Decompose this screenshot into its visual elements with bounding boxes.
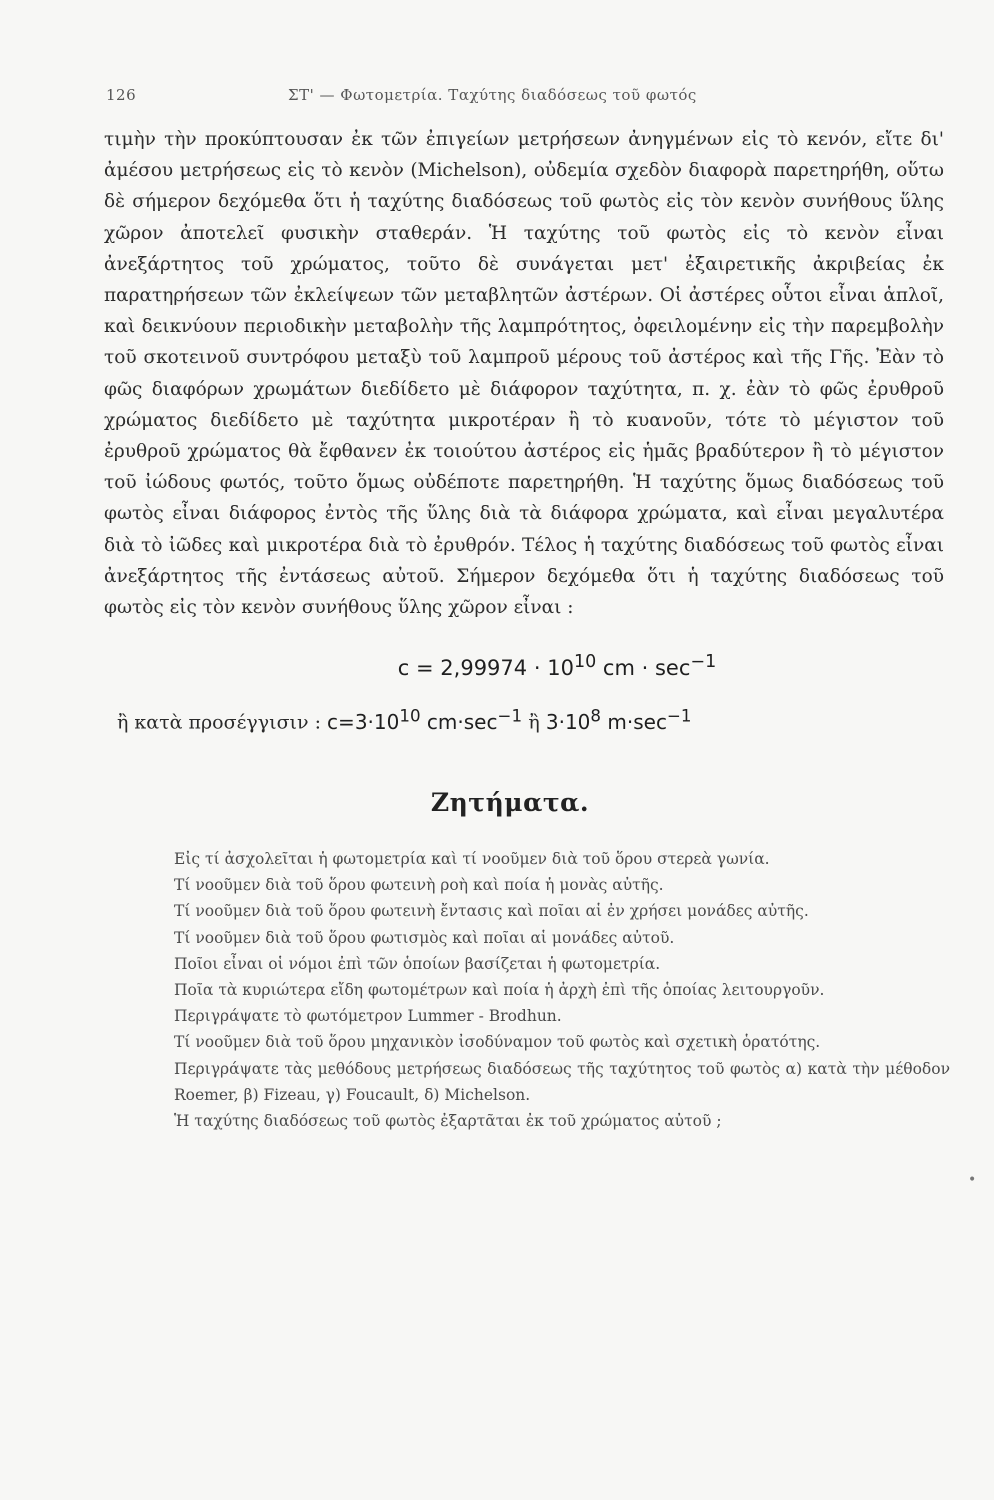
formula-dot: · <box>641 656 649 680</box>
formula-unit-sec: sec <box>654 656 691 680</box>
question-item: Τί νοοῦμεν διὰ τοῦ ὅρου φωτεινὴ ροὴ καὶ ποία ἡ μονὰς αὐτῆς. <box>174 876 664 895</box>
question-item: Εἰς τί ἀσχολεῖται ἡ φωτομετρία καὶ τί νοοῦμεν διὰ τοῦ ὅρου στερεὰ γωνία. <box>174 850 770 868</box>
approx-base: 10 <box>373 709 400 734</box>
approx-si-base: 10 <box>564 709 591 734</box>
approx-si-exponent: 8 <box>590 706 602 725</box>
formula-exponent: 10 <box>573 652 597 672</box>
approx-label: ἢ κατὰ προσέγγισιν : <box>117 711 321 734</box>
question-item: Ποῖα τὰ κυριώτερα εἴδη φωτομέτρων καὶ ποία ἡ ἀρχὴ ἐπὶ τῆς ὁποίας λειτουργοῦν. <box>174 981 825 1000</box>
question-item: Τί νοοῦμεν διὰ τοῦ ὅρου φωτισμὸς καὶ ποῖαι αἱ μονάδες αὐτοῦ. <box>174 928 675 947</box>
question-item: Περιγράψατε τὰς μεθόδους μετρήσεως διαδόσεως τῆς ταχύτητος τοῦ φωτὸς α) κατὰ τὴν μέθοδον Roemer, β) Fizeau, γ) Foucault, δ) Michelson. <box>174 1059 950 1104</box>
approx-unit-cm: cm <box>426 709 458 734</box>
approx-unit-sec: sec <box>463 709 498 734</box>
approx-unit-exponent: −1 <box>497 706 523 725</box>
approximation-line <box>117 706 692 734</box>
formula-dot: · <box>533 656 541 680</box>
paragraph-text: τιμὴν τὴν προκύπτουσαν ἐκ τῶν ἐπιγείων μετρήσεων ἀνηγμένων εἰς τὸ κενόν, εἴτε δι' ἀμέσου μετρήσεως εἰς τὸ κενὸν (Michelson), οὐδεμία σχεδὸν διαφορὰ παρετηρήθη, οὕτω δὲ σήμερον δεχόμεθα ὅτι ἡ ταχύτης διαδόσεως τοῦ φωτὸς εἰς τὸν κενὸν συνήθους ὕλης χῶρον ἀποτελεῖ φυσικὴν σταθεράν. Ἡ ταχύτης τοῦ φωτὸς εἰς τὸ κενὸν εἶναι ἀνεξάρτητος τοῦ χρώματος, τοῦτο δὲ συνάγεται μετ' ἐξαιρετικῆς ἀκριβείας ἐκ παρατηρήσεων τῶν ἐκλείψεων τῶν μεταβλητῶν ἀστέρων. Οἱ ἀστέρες οὗτοι εἶναι ἁπλοῖ, καὶ δεικνύουν περιοδικὴν μεταβολὴν τῆς λαμπρότητος, ὀφειλομένην εἰς τὴν παρεμβολὴν τοῦ σκοτεινοῦ συντρόφου μεταξὺ τοῦ λαμπροῦ μέρους τοῦ ἀστέρος καὶ τῆς Γῆς. Ἐὰν τὸ φῶς διαφόρων χρωμάτων διεδίδετο μὲ διάφορον ταχύτητα, π. χ. ἐὰν τὸ φῶς ἐρυθροῦ χρώματος διεδίδετο μὲ ταχύτητα μικροτέραν ἢ τὸ κυανοῦν, τότε τὸ μέγιστον τοῦ ἐρυθροῦ χρώματος θὰ ἔφθανεν ἐκ τοιούτου ἀστέρος εἰς ἡμᾶς βραδύτερον ἢ τὸ μέγιστον τοῦ ἰώδους φωτός, τοῦτο ὅμως οὐδέποτε παρετηρήθη. Ἡ ταχύτης ὅμως διαδόσεως τοῦ φωτὸς εἶναι διάφορος ἐντὸς τῆς ὕλης διὰ τὰ διάφορα χρώματα, καὶ εἶναι μεγαλυτέρα διὰ τὸ ἰῶδες καὶ μικροτέρα διὰ τὸ ἐρυθρόν. Τέλος ἡ ταχύτης διαδόσεως τοῦ φωτὸς εἶναι ἀνεξάρτητος τῆς ἐντάσεως αὐτοῦ. Σήμερον δεχόμεθα ὅτι ἡ ταχύτης διαδόσεως τοῦ φωτὸς εἰς τὸν κενὸν συνήθους ὕλης χῶρον εἶναι : <box>104 129 944 619</box>
approx-exponent: 10 <box>399 706 421 725</box>
approx-si-coef: 3 <box>545 709 559 734</box>
formula-base: 10 <box>547 656 574 680</box>
formula-symbol-c: c <box>397 656 410 680</box>
formula-unit-cm: cm <box>602 656 635 680</box>
questions-list <box>120 846 950 1134</box>
running-title: ΣΤ' — Φωτομετρία. Ταχύτης διαδόσεως τοῦ φωτός <box>288 86 697 104</box>
section-title: Ζητήματα. <box>430 788 590 817</box>
approx-equals: = <box>338 709 355 734</box>
formula-mantissa: 2,99974 <box>440 656 528 680</box>
formula-equals: = <box>416 656 434 680</box>
page-number: 126 <box>106 86 137 104</box>
approx-coef: 3 <box>354 709 368 734</box>
approx-si-unit-exponent: −1 <box>666 706 692 725</box>
question-item: Ἡ ταχύτης διαδόσεως τοῦ φωτὸς ἐξαρτᾶται ἐκ τοῦ χρώματος αὐτοῦ ; <box>174 1112 722 1131</box>
approx-formula: $c=3\cdot 10^{10}$ $cm\cdot\sec^{-1}$ <box>327 706 523 734</box>
question-item: Τί νοοῦμεν διὰ τοῦ ὅρου μηχανικὸν ἰσοδύναμον τοῦ φωτὸς καὶ σχετικὴ ὁρατότης. <box>174 1033 821 1052</box>
speed-of-light-formula <box>60 652 994 680</box>
body-paragraph <box>104 124 944 623</box>
question-item: Περιγράψατε τὸ φωτόμετρον Lummer - Brodhun. <box>174 1007 562 1026</box>
approx-si-unit-sec: sec <box>633 709 667 734</box>
approx-formula-si: $3\cdot 10^8$ $m\cdot\sec^{-1}$ <box>545 706 692 734</box>
approx-or: ἢ <box>528 711 540 734</box>
approx-symbol-c: c <box>327 709 339 734</box>
formula-unit-exponent: −1 <box>690 652 717 672</box>
approx-unit-m: m <box>607 709 627 734</box>
question-item: Ποῖοι εἶναι οἱ νόμοι ἐπὶ τῶν ὁποίων βασίζεται ἡ φωτομετρία. <box>174 954 661 973</box>
question-item: Τί νοοῦμεν διὰ τοῦ ὅρου φωτεινὴ ἔντασις καὶ ποῖαι αἱ ἐν χρήσει μονάδες αὐτῆς. <box>174 902 809 921</box>
margin-mark: • <box>968 1172 977 1188</box>
